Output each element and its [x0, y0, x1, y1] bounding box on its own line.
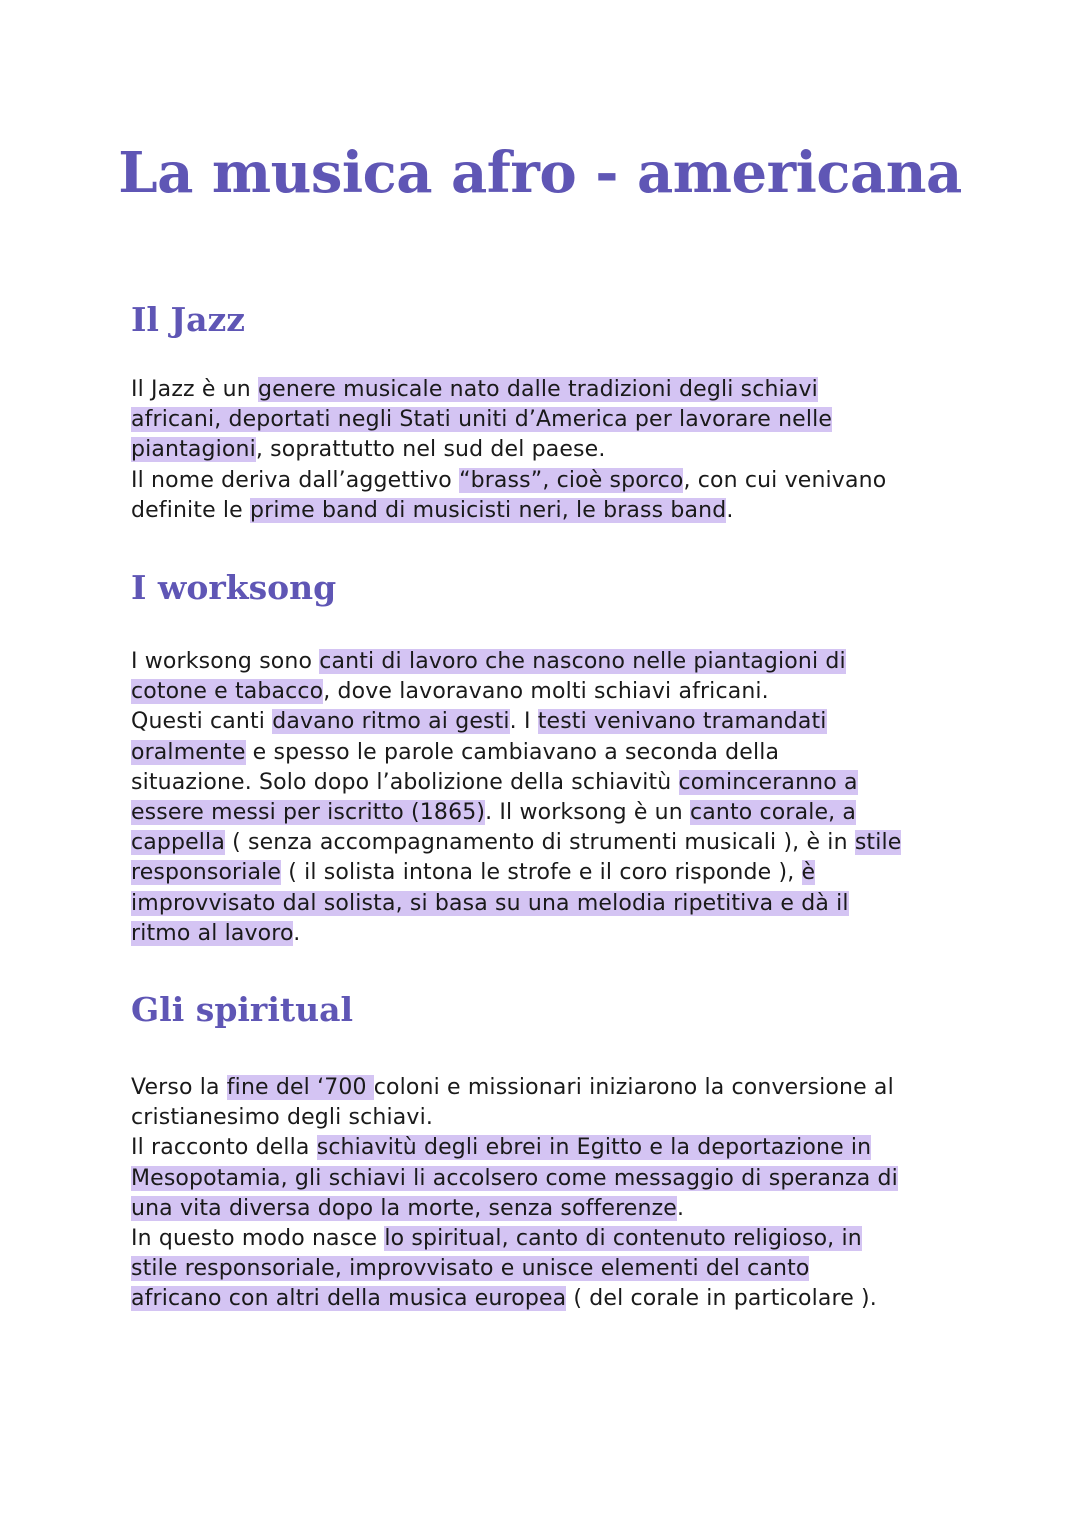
text-line — [131, 1254, 991, 1284]
body-text: coloni e missionari iniziarono la conversione al — [373, 1075, 894, 1100]
highlighted-text: cominceranno a — [678, 769, 858, 795]
section-heading-spiritual: Gli spiritual — [131, 990, 354, 1029]
highlighted-text: essere messi per iscritto (1865) — [131, 800, 486, 826]
text-line — [131, 1103, 991, 1133]
body-text: ( del corale in particolare ). — [566, 1286, 877, 1312]
body-text: Il nome deriva dall’aggettivo — [131, 467, 460, 493]
highlighted-text: africani, deportati negli Stati uniti d’America per lavorare nelle — [131, 407, 833, 433]
highlighted-text: lo spiritual, canto di contenuto religioso, in — [384, 1226, 862, 1252]
text-line — [131, 919, 991, 949]
section-body-spiritual — [131, 1073, 991, 1315]
text-line — [131, 738, 991, 768]
section-heading-worksong: I worksong — [131, 568, 337, 607]
text-line — [131, 1133, 991, 1163]
text-line — [131, 405, 991, 435]
section-body-jazz — [131, 375, 991, 526]
section-heading-jazz: Il Jazz — [131, 300, 245, 339]
text-line — [131, 466, 991, 496]
highlighted-text: stile responsoriale, improvvisato e unisce elementi del canto — [131, 1256, 810, 1282]
section-body-worksong — [131, 647, 991, 949]
body-text: ( il solista intona le strofe e il coro risponde ), — [281, 860, 802, 886]
text-line — [131, 677, 991, 707]
text-line — [131, 707, 991, 737]
highlighted-text: ritmo al lavoro — [131, 920, 294, 946]
body-text: , soprattutto nel sud del paese. — [255, 437, 606, 463]
text-line — [131, 1194, 991, 1224]
highlighted-text: canto corale, a — [690, 800, 857, 826]
body-text: cristianesimo degli schiavi. — [131, 1105, 433, 1131]
highlighted-text: canti di lavoro che nascono nelle piantagioni di — [319, 649, 846, 674]
text-line — [131, 375, 991, 405]
body-text: . — [293, 920, 301, 946]
text-line — [131, 1284, 991, 1314]
body-text: In questo modo nasce — [131, 1226, 385, 1252]
text-line — [131, 496, 991, 526]
highlighted-text: prime band di musicisti neri, le brass band — [250, 497, 727, 523]
text-line — [131, 1073, 991, 1103]
highlighted-text: schiavitù degli ebrei in Egitto e la deportazione in — [316, 1135, 872, 1161]
highlighted-text: “brass”, cioè sporco — [459, 467, 684, 493]
highlighted-text: cappella — [131, 830, 225, 856]
highlighted-text: una vita diversa dopo la morte, senza sofferenze — [131, 1195, 677, 1221]
highlighted-text: Mesopotamia, gli schiavi li accolsero come messaggio di speranza di — [131, 1165, 898, 1191]
text-line — [131, 828, 991, 858]
highlighted-text: cotone e tabacco — [131, 679, 324, 705]
body-text: definite le — [131, 497, 251, 523]
body-text: Il Jazz è un — [131, 377, 259, 402]
highlighted-text: piantagioni — [131, 437, 256, 463]
body-text: Il racconto della — [131, 1135, 317, 1161]
text-line — [131, 1224, 991, 1254]
body-text: e spesso le parole cambiavano a seconda della — [245, 739, 780, 765]
body-text: Questi canti — [131, 709, 273, 735]
body-text: . — [676, 1195, 685, 1221]
text-line — [131, 647, 991, 677]
highlighted-text: africano con altri della musica europea — [131, 1286, 567, 1312]
text-line — [131, 889, 991, 919]
text-line — [131, 768, 991, 798]
highlighted-text: stile — [854, 830, 902, 856]
body-text: situazione. Solo dopo l’abolizione della schiavitù — [131, 769, 679, 795]
body-text: . Il worksong è un — [485, 800, 691, 826]
body-text: , dove lavoravano molti schiavi africani. — [323, 679, 769, 705]
body-text: . — [726, 497, 734, 523]
text-line — [131, 798, 991, 828]
body-text: Verso la — [131, 1075, 227, 1100]
highlighted-text: genere musicale nato dalle tradizioni degli schiavi — [258, 377, 818, 402]
text-line — [131, 1164, 991, 1194]
body-text: , con cui venivano — [683, 467, 887, 493]
highlighted-text: è — [801, 860, 816, 886]
highlighted-text: davano ritmo ai gesti — [272, 709, 510, 735]
highlighted-text: responsoriale — [131, 860, 282, 886]
highlighted-text: testi venivano tramandati — [537, 709, 827, 735]
body-text: ( senza accompagnamento di strumenti musicali ), è in — [224, 830, 855, 856]
text-line — [131, 435, 991, 465]
highlighted-text: oralmente — [131, 739, 246, 765]
body-text: I worksong sono — [131, 649, 320, 674]
highlighted-text: improvvisato dal solista, si basa su una melodia ripetitiva e dà il — [131, 890, 849, 916]
text-line — [131, 858, 991, 888]
body-text: . I — [509, 709, 538, 735]
highlighted-text: fine del ‘700 — [226, 1075, 374, 1100]
page-title: La musica afro - americana — [118, 140, 962, 206]
